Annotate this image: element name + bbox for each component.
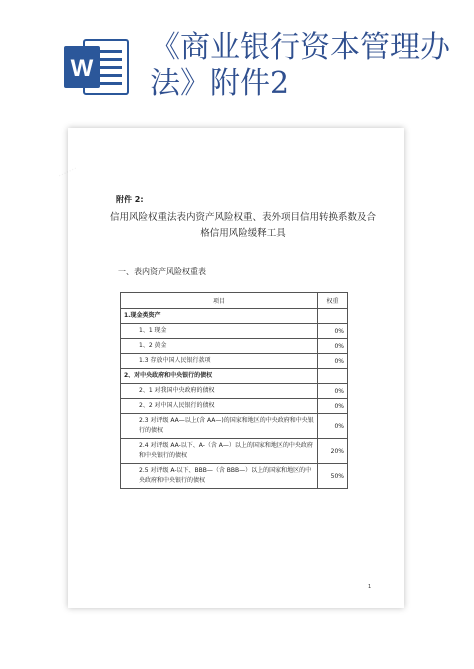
table-row — [121, 309, 348, 324]
table-cell-item: 1、1 现金 — [121, 324, 318, 339]
table-row — [121, 399, 348, 414]
table-cell-item: 2.5 对评级 A-以下、BBB—（含 BBB—）以上的国家和地区的中央政府和中央银行的债权 — [121, 464, 318, 489]
table-row — [121, 354, 348, 369]
table-cell-weight: 0% — [318, 399, 348, 414]
table-cell-weight: 50% — [318, 464, 348, 489]
table-cell-item: 2、1 对我国中央政府的债权 — [121, 384, 318, 399]
header-item: 项目 — [121, 293, 318, 309]
table-cell-weight: 0% — [318, 324, 348, 339]
watermark: ······· — [56, 164, 80, 182]
table-cell-weight — [318, 309, 348, 324]
table-row — [121, 464, 348, 489]
table-row — [121, 339, 348, 354]
table-cell-weight — [318, 369, 348, 384]
word-document-icon — [62, 36, 132, 98]
risk-weight-table — [120, 292, 348, 489]
header-weight: 权重 — [318, 293, 348, 309]
attachment-label: 附件 2: — [116, 195, 144, 204]
table-cell-item: 1.现金类资产 — [121, 309, 318, 324]
page-number: 1 — [368, 584, 372, 590]
table-body — [121, 309, 348, 489]
table-cell-item: 2、对中央政府和中央银行的债权 — [121, 369, 318, 384]
table-row — [121, 439, 348, 464]
table-row — [121, 369, 348, 384]
table-row — [121, 414, 348, 439]
table-cell-weight: 0% — [318, 354, 348, 369]
table-cell-weight: 0% — [318, 414, 348, 439]
table-cell-item: 1、2 黄金 — [121, 339, 318, 354]
table-cell-item: 2.3 对评级 AA—以上(含 AA—)的国家和地区的中央政府和中央银行的债权 — [121, 414, 318, 439]
table-header-row — [121, 293, 348, 309]
document-page — [56, 128, 404, 608]
table-cell-item: 1.3 存放中国人民银行款项 — [121, 354, 318, 369]
table-row — [121, 384, 348, 399]
svg-text:W: W — [70, 55, 94, 82]
table-row — [121, 324, 348, 339]
banner-title: 《商业银行资本管理办法》附件2 — [150, 30, 450, 101]
section-title: 一、表内资产风险权重表 — [118, 267, 206, 276]
table-cell-weight: 20% — [318, 439, 348, 464]
document-title: 信用风险权重法表内资产风险权重、表外项目信用转换系数及合格信用风险缓释工具 — [109, 212, 376, 239]
table-cell-item: 2、2 对中国人民银行的债权 — [121, 399, 318, 414]
table-cell-item: 2.4 对评级 AA-以下、A-（含 A—）以上的国家和地区的中央政府和中央银行的债权 — [121, 439, 318, 464]
table-cell-weight: 0% — [318, 384, 348, 399]
table-cell-weight: 0% — [318, 339, 348, 354]
